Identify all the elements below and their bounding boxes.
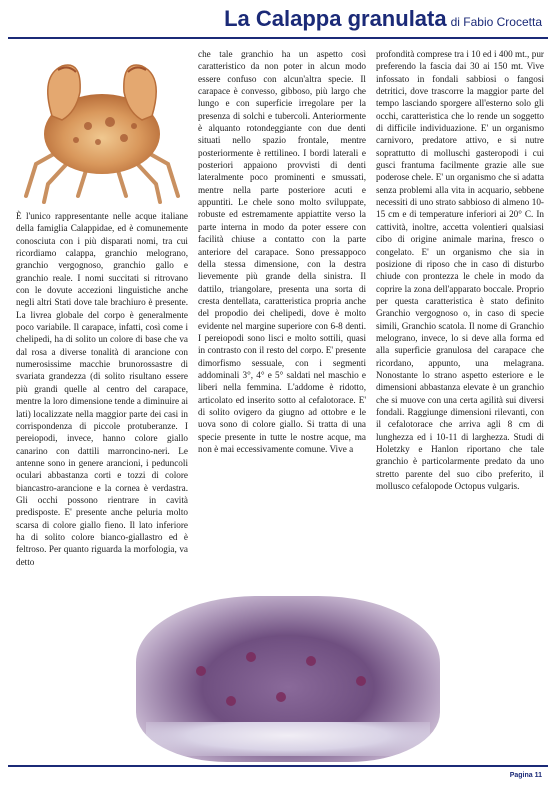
carapace-spot [306, 656, 316, 666]
header-rule [8, 37, 548, 39]
page-number: Pagina 11 [509, 772, 542, 779]
column-2-text: che tale granchio ha un aspetto così caratteristico da non poter in alcun modo essere confuso con alcun'altra specie. Il carapace è convesso, gibboso, più largo che lungo e con superficie irregolare per la presenza di solchi e tubercoli. Anteriormente è alquanto rotondeggiante con due denti situati nello spazio frontale, mentre posteriormente è rettilineo. I bordi laterali e posteriori appaiono provvisti di denti lateralmente poco prominenti e smussati, mentre nella parte posteriore acuti e appuntiti. Le chele sono molto sviluppate, robuste ed estremamente appiattite verso la parte interna in modo da poter essere con facilità chiuse a contatto con la parte anteriore del carapace. Sono pressappoco della stessa dimensione, con la destra lievemente più grande della sinistra. Il dattilo, triangolare, presenta una sorta di cresta dentellata, caratteristica propria anche del propodio dei chelipedi, dove è molto evidente nel margine superiore con 6-8 denti. I pereiopodi sono lisci e molto sottili, quasi in contrasto con il resto del corpo. E' presente dimorfismo sessuale, con i segmenti addominali 3°, 4° e 5° saldati nel maschio e liberi nella femmina. L'addome è ridotto, articolato ed inserito sotto al cefalotorace. E' di solito ovigero da giugno ad ottobre e le uova sono di colore giallo. Si tratta di una specie presente in tutte le nostre acque, ma non è mai eccessivamente comune. Vive a [198, 49, 366, 454]
article-title [224, 6, 542, 32]
crab-photo [18, 46, 186, 206]
carapace-spot [246, 652, 256, 662]
carapace-spot [226, 696, 236, 706]
sand-floor [146, 722, 430, 756]
carapace-spot [356, 676, 366, 686]
column-3-text: profondità comprese tra i 10 ed i 400 mt., pur preferendo la fascia dai 30 ai 150 mt. Vive infossato in fondali sabbiosi o fangosi detritici, dove trascorre la maggior parte del tempo lasciando sporgere all'esterno solo gli occhi, caratteristica che lo rende un soggetto di difficile individuazione. E' un organismo carnivoro, predatore attivo, e si nutre soprattutto di molluschi gasteropodi i cui gusci frantuma facilmente grazie alle sue poderose chele. E' un organismo che si adatta senza problemi alla vita in acquario, sebbene necessiti di uno strato sabbioso di almeno 10-15 cm e di temperature inferiori ai 20° C. In cattività, inoltre, accetta volentieri qualsiasi cibo di origine animale marina, fresco o congelato. E' un organismo che sia in posizione di riposo che in caso di disturbo chiude con prontezza le chele in modo da coprire la zona dell'apparato boccale. Proprio per questa caratteristica è stato definito Granchio vergognoso o, in caso di specie simili, Granchio scatola. Il nome di Granchio melograno, invece, lo si deve alla forma ed alla superficie granulosa del carapace che ricordano, appunto, una melagrana. Nonostante lo strano aspetto esteriore e le dimensioni abbastanza elevate è un granchio che si muove con una certa agilità sui diversi fondali. Raggiunge dimensioni rilevanti, con il cefalotorace che arriva agli 8 cm di lunghezza ed i 10-11 di larghezza. Studi di Holetzky e Hanlon riportano che tale granchio è particolarmente predato da uno stretto parente del suo cibo preferito, il mollusco cefalopode Octopus vulgaris. [376, 49, 544, 492]
crab-closeup-photo [136, 596, 440, 762]
column-1-text: È l'unico rappresentante nelle acque italiane della famiglia Calappidae, ed è comunemente conosciuta con i più disparati nomi, tra cui ricordiamo calappa, granchio melograno, granchio vergognoso, granchio gallo e granchio reale. I nomi succitati si ritrovano con le dovute accezioni linguistiche anche negli altri Stati dove tale brachiuro è presente. La livrea globale del corpo è generalmente poco variabile. Il carapace, infatti, così come i chelipedi, ha di solito un colore di base che va dal rosa a diverse tonalità di arancione con numerosissime macchie brunorossastre di svariata grandezza (di solito risultano essere più grandi quelle al centro del carapace, mentre la loro dimensione tende a diminuire ai lati) localizzate nella maggior parte dei casi in corrispondenza di piccole protuberanze. I pereiopodi, invece, hanno colore giallo canarino con dattili marroncino-neri. Le antenne sono in genere arancioni, i peduncoli oculari abbastanza corti e tozzi di colore biancastro-arancione e la cornea è verdastra. Gli occhi possono rientrare in cavità predisposte. E' presente anche peluria molto scarsa di colore giallo fieno. Il lato inferiore ha di solito colore bianco-giallastro ed è feltroso. Per quanto riguarda la morfologia, va detto [16, 211, 188, 567]
title-text: La Calappa granulata [224, 6, 447, 31]
carapace-spot [276, 692, 286, 702]
carapace-spot [196, 666, 206, 676]
page-header [0, 0, 558, 38]
text-column-2 [198, 48, 366, 608]
author-byline: di Fabio Crocetta [450, 15, 542, 29]
footer-rule [8, 765, 548, 767]
